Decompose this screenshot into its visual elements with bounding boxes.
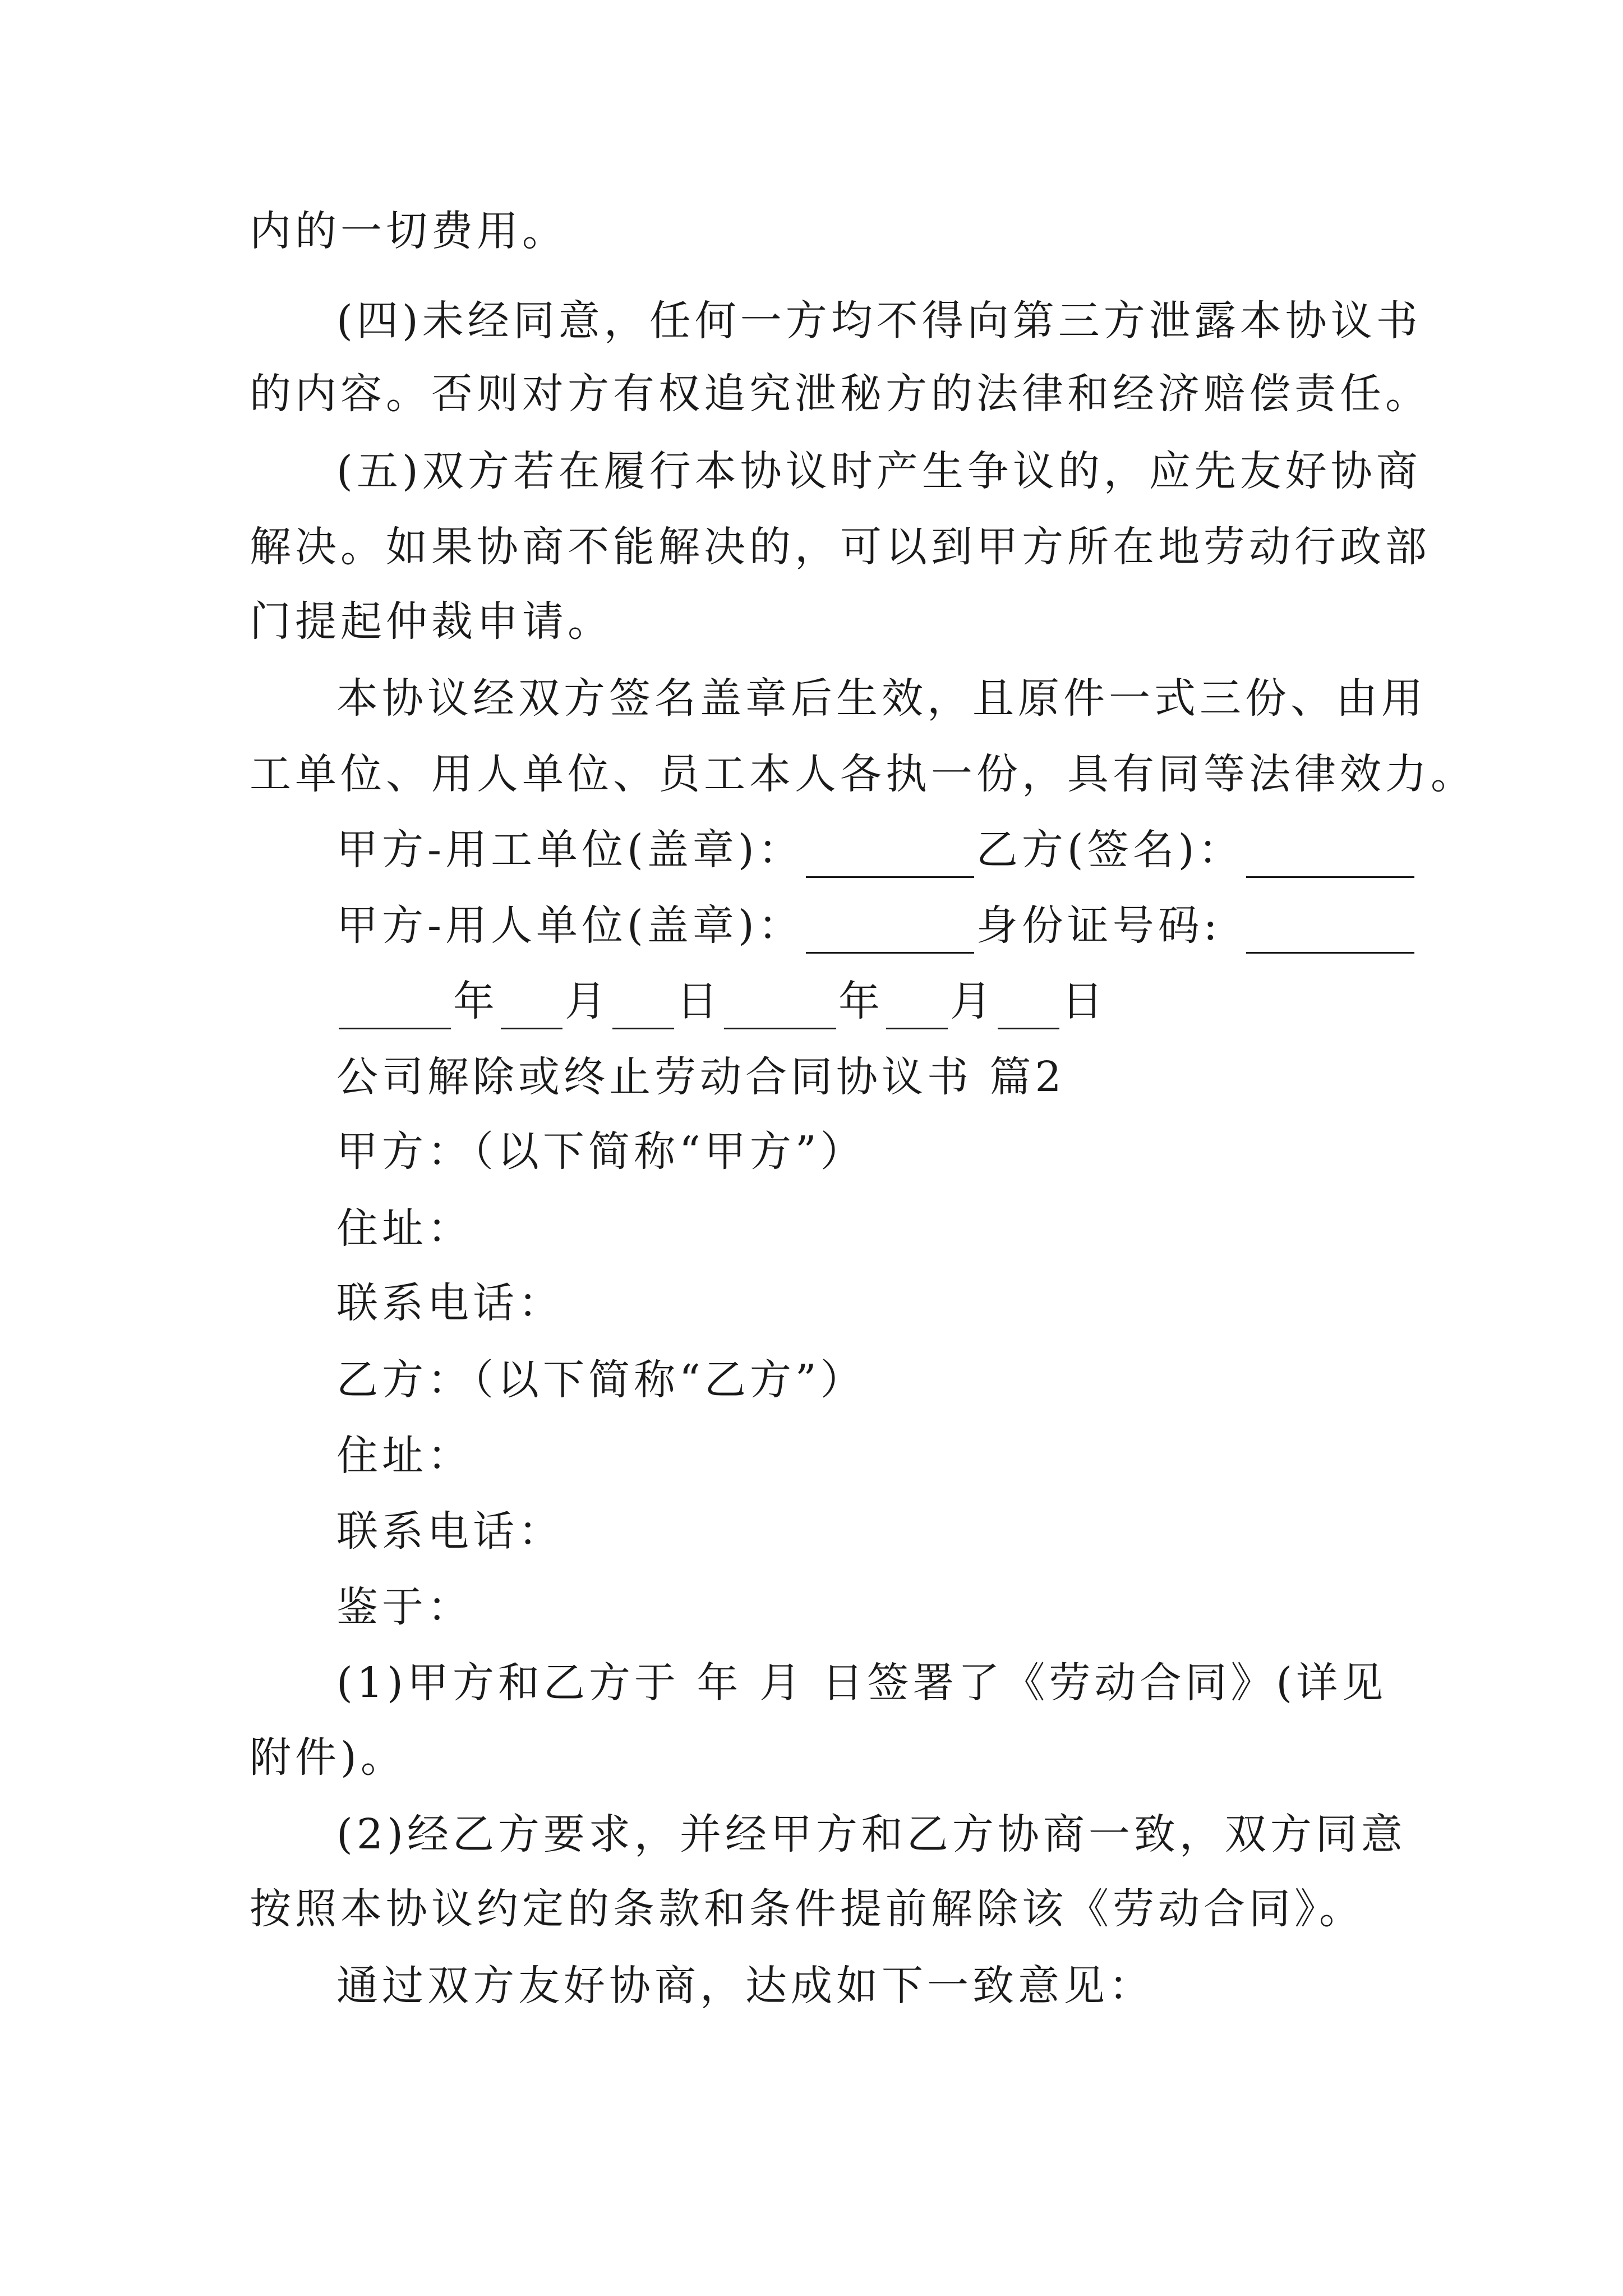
hiring-unit-seal-blank bbox=[806, 914, 974, 954]
hiring-unit-seal-label: 甲方-用人单位(盖章)： bbox=[336, 901, 804, 950]
day-blank bbox=[612, 990, 674, 1029]
whereas-1-line-1: (1)甲方和乙方于 年 月 日签署了《劳动合同》(详见 bbox=[336, 1659, 1387, 1707]
employer-seal-blank bbox=[806, 838, 974, 878]
whereas-heading: 鉴于： bbox=[336, 1583, 473, 1631]
id-number-label: 身份证号码: bbox=[976, 901, 1221, 950]
text-line: 内的一切费用。 bbox=[250, 207, 568, 255]
clause-5-line-2: 解决。如果协商不能解决的，可以到甲方所在地劳动行政部 bbox=[250, 523, 1431, 571]
whereas-1-line-2: 附件)。 bbox=[250, 1733, 406, 1782]
day-label: 日 bbox=[676, 977, 722, 1025]
party-b-sign-blank bbox=[1246, 838, 1414, 878]
agreement-intro: 通过双方友好协商，达成如下一致意见： bbox=[336, 1962, 1154, 2010]
day-label-2: 日 bbox=[1062, 977, 1107, 1025]
party-b-address: 住址： bbox=[336, 1432, 473, 1480]
clause-4-line-1: (四)未经同意，任何一方均不得向第三方泄露本协议书 bbox=[336, 297, 1422, 345]
party-b-line: 乙方：（以下简称“乙方”） bbox=[336, 1356, 866, 1404]
id-number-blank bbox=[1246, 914, 1414, 954]
day-blank-2 bbox=[998, 990, 1059, 1029]
signature-row-1 bbox=[336, 822, 1417, 878]
employer-seal-label: 甲方-用工单位(盖章)： bbox=[336, 826, 804, 874]
month-label-2: 月 bbox=[950, 977, 995, 1025]
clause-5-line-1: (五)双方若在履行本协议时产生争议的，应先友好协商 bbox=[336, 447, 1422, 495]
signature-row-2 bbox=[336, 898, 1417, 954]
year-label: 年 bbox=[453, 977, 499, 1025]
section-title: 公司解除或终止劳动合同协议书 篇2 bbox=[336, 1053, 1066, 1101]
effect-line-2: 工单位、用人单位、员工本人各执一份，具有同等法律效力。 bbox=[250, 750, 1476, 798]
month-blank-2 bbox=[886, 990, 948, 1029]
clause-5-line-3: 门提起仲裁申请。 bbox=[250, 597, 613, 646]
month-label: 月 bbox=[565, 977, 610, 1025]
year-label-2: 年 bbox=[838, 977, 884, 1025]
clause-4-line-2: 的内容。否则对方有权追究泄秘方的法律和经济赔偿责任。 bbox=[250, 370, 1431, 418]
month-blank bbox=[501, 990, 562, 1029]
date-row bbox=[336, 973, 1107, 1029]
party-b-sign-label: 乙方(签名)： bbox=[976, 826, 1244, 874]
party-a-line: 甲方：（以下简称“甲方”） bbox=[336, 1128, 866, 1176]
party-a-address: 住址： bbox=[336, 1204, 473, 1253]
party-a-phone: 联系电话： bbox=[336, 1279, 564, 1327]
party-b-phone: 联系电话： bbox=[336, 1507, 564, 1556]
effect-line-1: 本协议经双方签名盖章后生效，且原件一式三份、由用 bbox=[336, 674, 1427, 723]
year-blank bbox=[339, 990, 451, 1029]
whereas-2-line-1: (2)经乙方要求，并经甲方和乙方协商一致，双方同意 bbox=[336, 1810, 1407, 1858]
whereas-2-line-2: 按照本协议约定的条款和条件提前解除该《劳动合同》。 bbox=[250, 1885, 1364, 1933]
year-blank-2 bbox=[724, 990, 836, 1029]
